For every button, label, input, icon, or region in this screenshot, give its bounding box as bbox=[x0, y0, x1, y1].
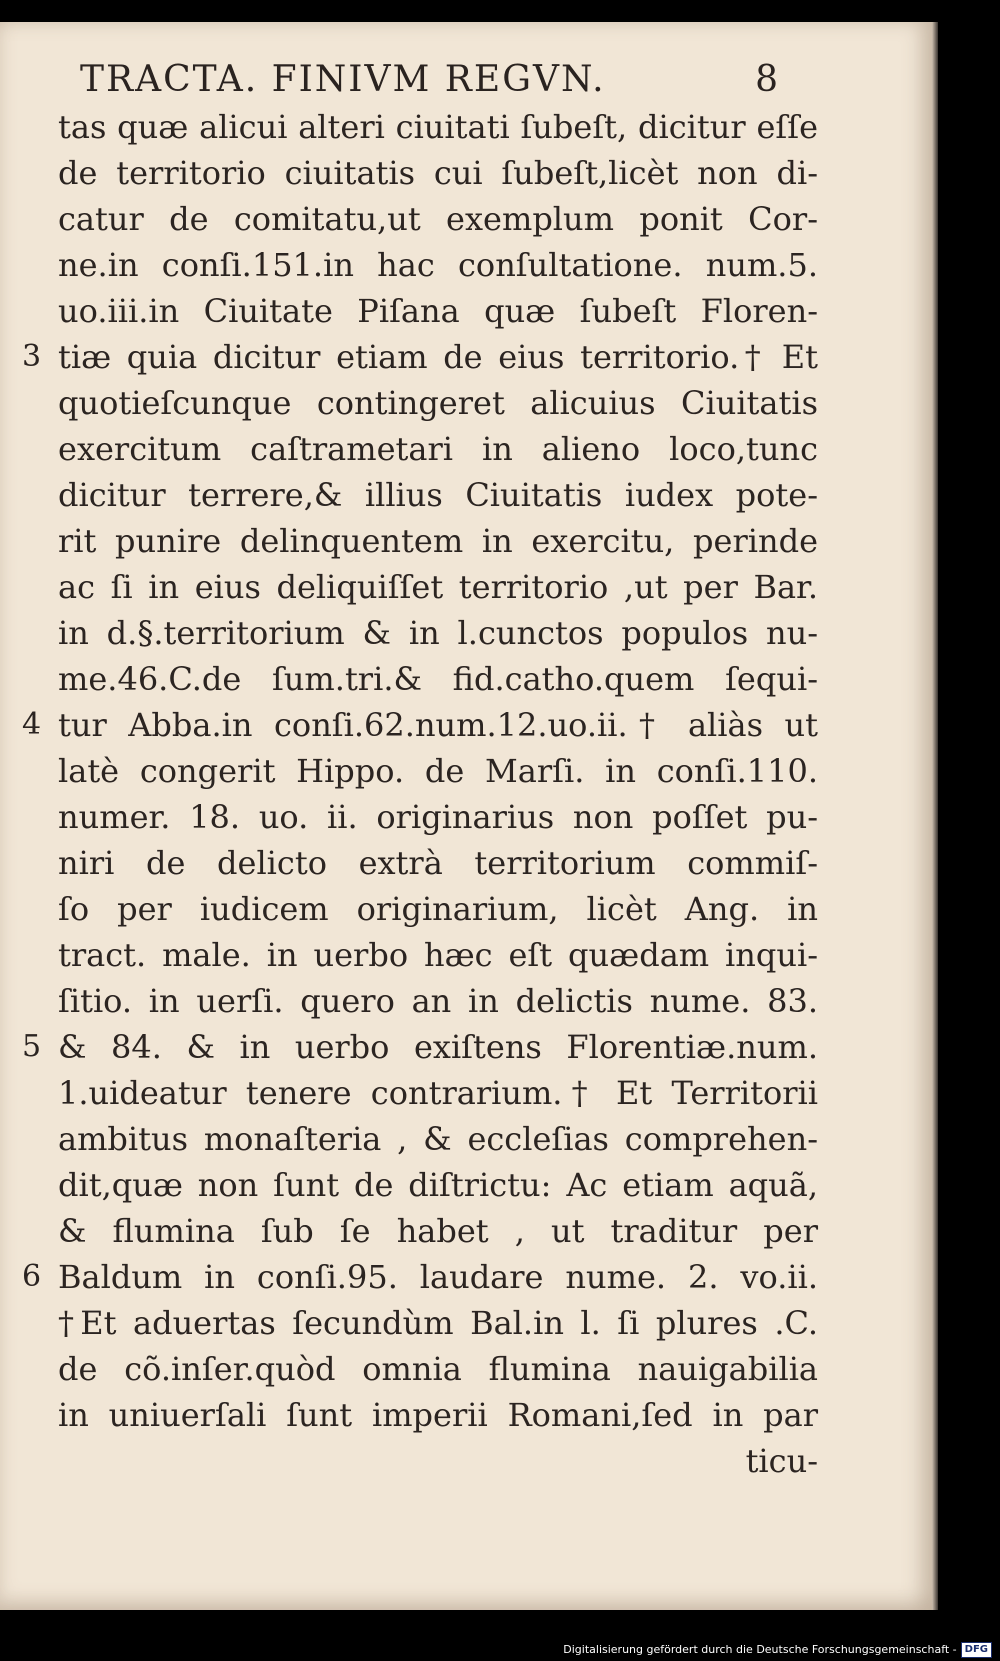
text-line: niri de delicto extrà territorium commiſ- bbox=[58, 844, 818, 882]
text-line: exercitum caſtrametari in alieno loco,tunc bbox=[58, 430, 818, 468]
text-line: tiæ quia dicitur etiam de eius territorio.† Et bbox=[58, 338, 818, 376]
body-text bbox=[58, 104, 818, 1484]
page-number: 8 bbox=[755, 59, 780, 100]
text-line: ſo per iudicem originarium, licèt Ang. in bbox=[58, 890, 818, 928]
text-line: ac ſi in eius deliquiſſet territorio ,ut per Bar. bbox=[58, 568, 818, 606]
text-line: in d.§.territorium & in l.cunctos populos nu- bbox=[58, 614, 818, 652]
text-line: latè congerit Hippo. de Marſi. in conſi.110. bbox=[58, 752, 818, 790]
text-line: ſitio. in uerſi. quero an in delictis nume. 83. bbox=[58, 982, 818, 1020]
text-line: & flumina ſub ſe habet , ut traditur per bbox=[58, 1212, 818, 1250]
text-line: quotieſcunque contingeret alicuius Ciuitatis bbox=[58, 384, 818, 422]
running-title: TRACTA. FINIVM REGVN. bbox=[80, 59, 606, 100]
text-line: tract. male. in uerbo hæc eſt quædam inqui- bbox=[58, 936, 818, 974]
text-line: de territorio ciuitatis cui ſubeſt,licèt non di- bbox=[58, 154, 818, 192]
credit-text: Digitalisierung gefördert durch die Deutsche Forschungsgemeinschaft - bbox=[563, 1643, 957, 1656]
margin-number: 5 bbox=[22, 1029, 42, 1064]
text-line: Baldum in conſi.95. laudare nume. 2. vo.ii. bbox=[58, 1258, 818, 1296]
text-line: uo.iii.in Ciuitate Piſana quæ ſubeſt Floren- bbox=[58, 292, 818, 330]
text-line: tas quæ alicui alteri ciuitati ſubeſt, dicitur eſſe bbox=[58, 108, 818, 146]
text-line: tur Abba.in conſi.62.num.12.uo.ii.† aliàs ut bbox=[58, 706, 818, 744]
text-line: & 84. & in uerbo exiſtens Florentiæ.num. bbox=[58, 1028, 818, 1066]
digitization-credit bbox=[563, 1640, 992, 1660]
text-line: numer. 18. uo. ii. originarius non poſſet pu- bbox=[58, 798, 818, 836]
margin-number: 6 bbox=[22, 1259, 42, 1294]
text-line: de cõ.inſer.quòd omnia flumina nauigabilia bbox=[58, 1350, 818, 1388]
text-line: dit,quæ non ſunt de diſtrictu: Ac etiam aquã, bbox=[58, 1166, 818, 1204]
text-line: ticu- bbox=[745, 1442, 818, 1480]
text-line: ne.in conſi.151.in hac conſultatione. num.5. bbox=[58, 246, 818, 284]
page-edge bbox=[932, 22, 938, 1610]
margin-number: 3 bbox=[22, 339, 42, 374]
text-line: ambitus monaſteria , & eccleſias comprehen- bbox=[58, 1120, 818, 1158]
dfg-logo: DFG bbox=[961, 1642, 992, 1658]
text-line: catur de comitatu,ut exemplum ponit Cor- bbox=[58, 200, 818, 238]
margin-number: 4 bbox=[22, 707, 42, 742]
text-line: dicitur terrere,& illius Ciuitatis iudex pote- bbox=[58, 476, 818, 514]
text-line: me.46.C.de ſum.tri.& fid.catho.quem ſequi- bbox=[58, 660, 818, 698]
text-line: †Et aduertas ſecundùm Bal.in l. ſi plures .C. bbox=[58, 1304, 818, 1342]
text-line: 1.uideatur tenere contrarium.† Et Territorii bbox=[58, 1074, 818, 1112]
text-line: rit punire delinquentem in exercitu, perinde bbox=[58, 522, 818, 560]
running-header bbox=[80, 58, 780, 102]
text-line: in uniuerſali ſunt imperii Romani,ſed in par bbox=[58, 1396, 818, 1434]
